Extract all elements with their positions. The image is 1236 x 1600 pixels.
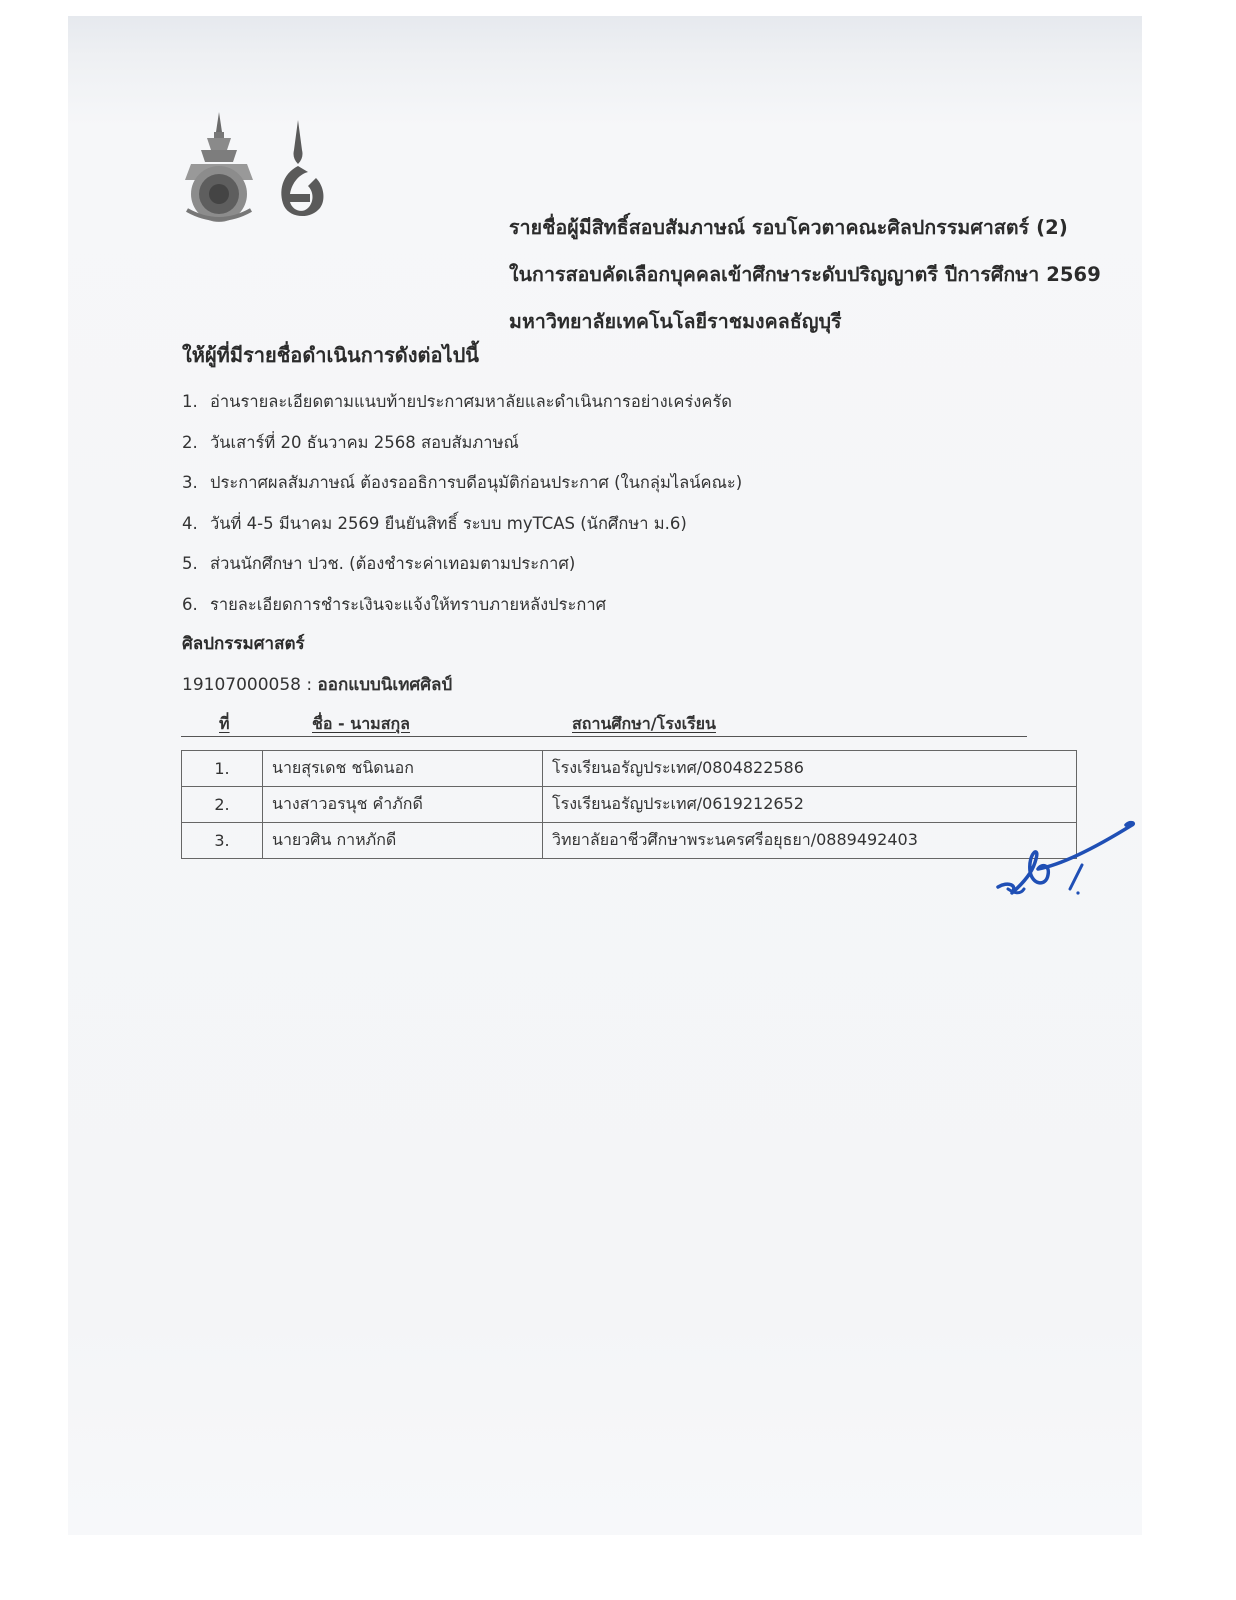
program-name: ออกแบบนิเทศศิลป์ bbox=[317, 675, 453, 695]
title-line-3: มหาวิทยาลัยเทคโนโลยีราชมงคลธัญบุรี bbox=[509, 310, 842, 333]
instruction-item: 5. ส่วนนักศึกษา ปวช. (ต้องชำระค่าเทอมตามประกาศ) bbox=[182, 554, 576, 573]
header-no: ที่ bbox=[219, 714, 230, 733]
rmutt-emblem-icon bbox=[278, 120, 328, 224]
faculty-name: ศิลปกรรมศาสตร์ bbox=[182, 634, 305, 654]
header-name: ชื่อ - นามสกุล bbox=[312, 714, 410, 733]
candidate-table bbox=[181, 750, 1077, 859]
document-title bbox=[509, 204, 1101, 345]
program-code: 19107000058 bbox=[182, 675, 301, 695]
table-header bbox=[181, 712, 1027, 737]
title-line-1: รายชื่อผู้มีสิทธิ์สอบสัมภาษณ์ รอบโควตาคณะศิลปกรรมศาสตร์ (2) bbox=[509, 216, 1068, 239]
instruction-item: 4. วันที่ 4-5 มีนาคม 2569 ยืนยันสิทธิ์ ระบบ myTCAS (นักศึกษา ม.6) bbox=[182, 513, 687, 533]
table-row: 3. นายวศิน กาหภักดี วิทยาลัยอาชีวศึกษาพระนครศรีอยุธยา/0889492403 bbox=[182, 823, 1077, 859]
instruction-item: 6. รายละเอียดการชำระเงินจะแจ้งให้ทราบภายหลังประกาศ bbox=[182, 594, 607, 614]
table-row: 2. นางสาวอรนุช คำภักดี โรงเรียนอรัญประเทศ/0619212652 bbox=[182, 787, 1077, 823]
table-row: 1. นายสุรเดช ชนิดนอก โรงเรียนอรัญประเทศ/0804822586 bbox=[182, 751, 1077, 787]
handwritten-signature-icon bbox=[990, 815, 1140, 905]
instructions-list bbox=[182, 388, 742, 631]
title-line-2: ในการสอบคัดเลือกบุคคลเข้าศึกษาระดับปริญญาตรี ปีการศึกษา 2569 bbox=[509, 263, 1101, 286]
instruction-item: 1. อ่านรายละเอียดตามแนบท้ายประกาศมหาลัยและดำเนินการอย่างเคร่งครัด bbox=[182, 392, 732, 411]
instruction-item: 3. ประกาศผลสัมภาษณ์ ต้องรออธิการบดีอนุมัติก่อนประกาศ (ในกลุ่มไลน์คณะ) bbox=[182, 473, 743, 492]
instruction-item: 2. วันเสาร์ที่ 20 ธันวาคม 2568 สอบสัมภาษณ์ bbox=[182, 432, 519, 452]
header-school: สถานศึกษา/โรงเรียน bbox=[572, 714, 716, 733]
program-line: 19107000058 : ออกแบบนิเทศศิลป์ bbox=[182, 675, 453, 695]
instructions-heading: ให้ผู้ที่มีรายชื่อดำเนินการดังต่อไปนี้ bbox=[182, 343, 479, 367]
